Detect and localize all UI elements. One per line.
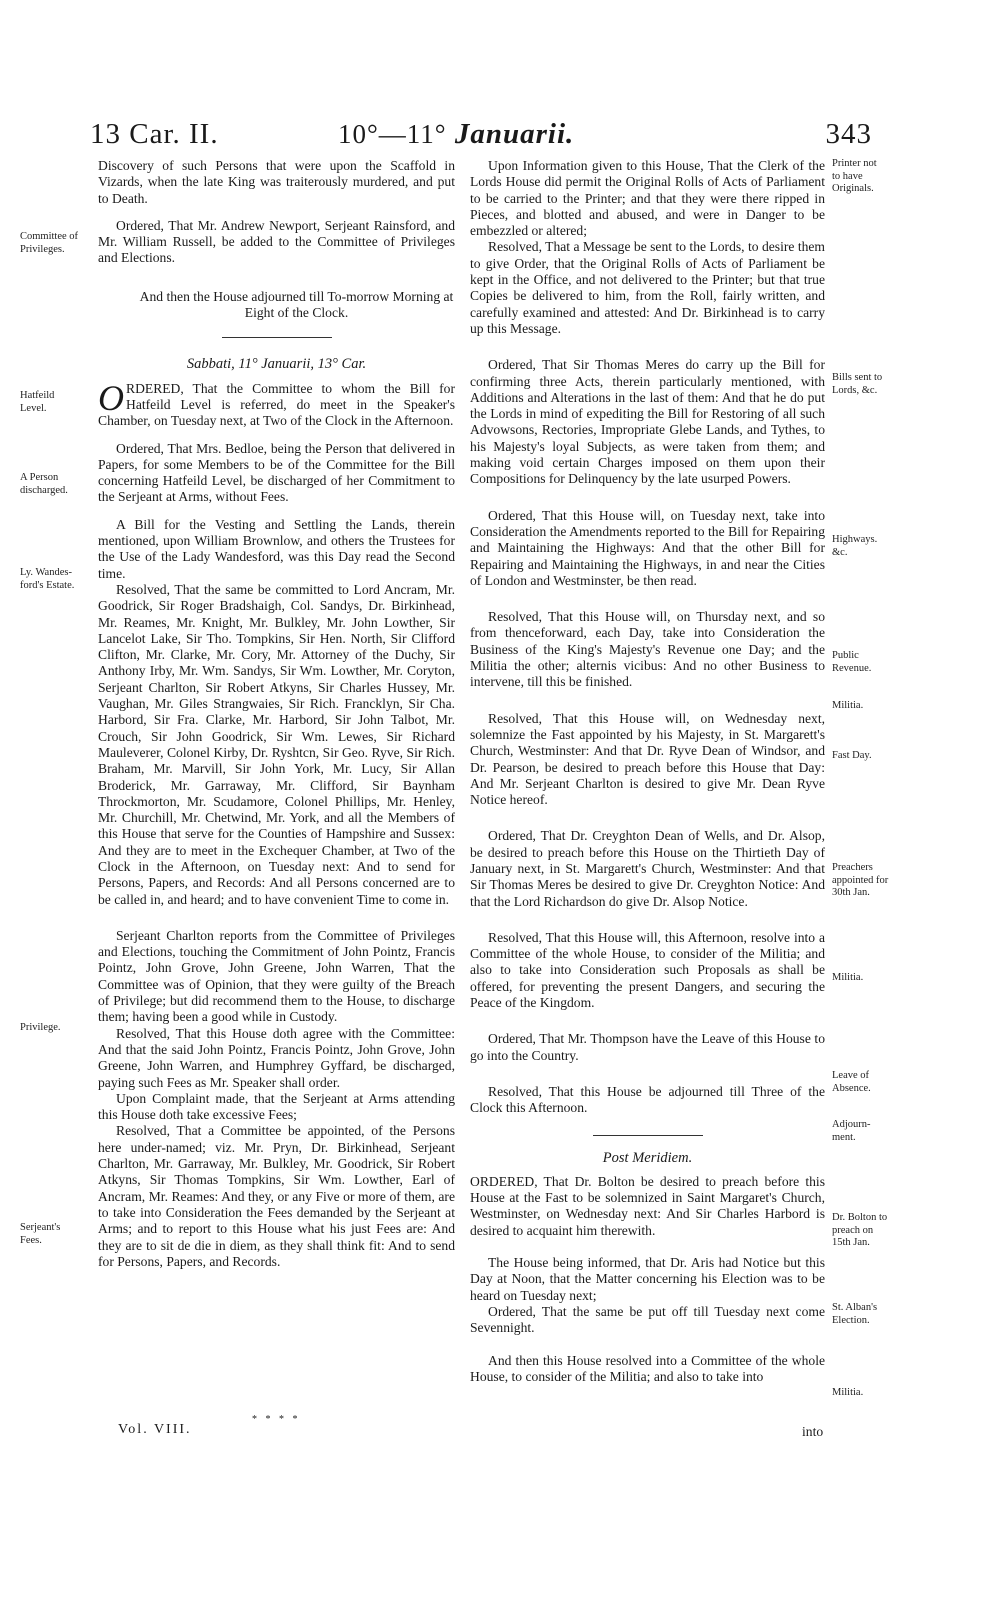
margin-note: Highways. &c. — [832, 534, 878, 558]
header-regnal-year: 13 Car. II. — [90, 118, 219, 150]
catchword: into — [802, 1424, 824, 1439]
section-rule — [593, 1135, 703, 1136]
paragraph: Discovery of such Persons that were upon the Scaffold in Vizards, when the late King was traiterously murdered, and put to Death. — [98, 158, 455, 206]
left-column — [98, 158, 455, 1281]
margin-note: Militia. — [832, 1387, 864, 1398]
margin-note: St. Alban's Election. — [832, 1302, 878, 1326]
paragraph-dropcap — [98, 377, 455, 430]
section-rule — [222, 337, 332, 338]
margin-note: A Person discharged. — [20, 472, 68, 496]
margin-note: Serjeant's Fees. — [20, 1222, 61, 1246]
paragraph: Resolved, That this House doth agree with the Committee: And that the said John Pointz, Francis Pointz, John Grove, John Greene, John Warren, and Humphrey Gyffard, be discharged, paying such Fees as Mr. Speaker shall order. — [98, 1025, 455, 1090]
margin-note: Adjourn- ment. — [832, 1119, 871, 1143]
paragraph: And then this House resolved into a Committee of the whole House, to consider of the Militia; and also to take into — [470, 1352, 825, 1384]
section-heading: Sabbati, 11° Januarii, 13° Car. — [186, 356, 367, 373]
paragraph: The House being informed, that Dr. Aris had Notice but this Day at Noon, that the Matter concerning his Election was to be heard on Tuesday next; — [470, 1255, 825, 1303]
margin-note: Militia. — [832, 972, 864, 983]
header-date — [338, 118, 574, 151]
paragraph: Resolved, That a Committee be appointed, of the Persons here under-named; viz. Mr. Pryn, Dr. Birkinhead, Serjeant Charlton, Mr. Garraway, Mr. Bulkley, Mr. Goodrick, Sir Robert Atkyns, Sir Thomas Tompkins, Sir Wm. Lowther, Earl of Ancram, Mr. Reames: And they, or any Five or more of them, are to take into Consideration the Fees demanded by the Serjeant at Arms; and to report to this House what his just Fees are: And they are to sit de die in diem, as they shall think fit: And to send for Persons, Papers, and Records. — [98, 1123, 455, 1269]
paragraph: Ordered, That Mrs. Bedloe, being the Person that delivered in Papers, for some Members to be of the Committee for the Bill concerning Hatfeild Level, be discharged of her Commitment to the Serjeant at Arms, without Fees. — [98, 440, 455, 505]
signature-mark: * * * * — [252, 1414, 301, 1425]
page-header — [0, 118, 992, 162]
drop-cap: O — [98, 377, 124, 418]
margin-note: Privilege. — [20, 1022, 61, 1033]
margin-note: Committee of Privileges. — [20, 231, 79, 255]
volume-footer: Vol. VIII. — [118, 1422, 192, 1437]
paragraph-text: RDERED, That the Committee to whom the Bill for Hatfeild Level is referred, do meet in the Speaker's Chamber, on Tuesday next, at Two of the Clock in the Afternoon. — [98, 380, 455, 429]
margin-note: Dr. Bolton to preach on 15th Jan. — [832, 1212, 888, 1248]
paragraph: Resolved, That this House will, on Wednesday next, solemnize the Fast appointed by his Majesty, in St. Margarett's Church, Westminster: And that Dr. Ryve Dean of Windsor, and Dr. Pearson, be desired to preach before this House that Day: And Mr. Serjeant Charlton is desired to give Mr. Dean Ryve Notice hereof. — [470, 710, 825, 808]
paragraph: Resolved, That this House will, on Thursday next, and so from thenceforward, each Day, take into Consideration the Business of the King's Majesty's Revenue one Day; and the Militia the other; alternis vicibus: And no other Business to intervene, till this be finished. — [470, 609, 825, 690]
margin-note: Preachers appointed for 30th Jan. — [832, 862, 889, 898]
margin-note: Militia. — [832, 700, 864, 711]
paragraph: Upon Complaint made, that the Serjeant at Arms attending this House doth take excessive Fees; — [98, 1090, 455, 1123]
margin-note: Leave of Absence. — [832, 1070, 871, 1094]
section-heading: Post Meridiem. — [602, 1149, 693, 1166]
paragraph: Resolved, That this House be adjourned till Three of the Clock this Afternoon. — [470, 1083, 825, 1116]
right-column — [470, 158, 825, 1385]
paragraph: Ordered, That Sir Thomas Meres do carry up the Bill for confirming three Acts, therein particularly mentioned, with Additions and Alterations in the last of them: And that he do put the Lords in mind of expediting the Bill for Restoring of all such Advowsons, Rectories, Impropriate Glebe Lands, and Tythes, to his Majesty's loyal Subjects, as were taken from them; and making void certain Charges imposed on them upon their Compositions for Delinquency by the late usurped Powers. — [470, 357, 825, 487]
margin-note: Fast Day. — [832, 750, 872, 761]
margin-note: Bills sent to Lords, &c. — [832, 372, 883, 396]
paragraph: Ordered, That this House will, on Tuesday next, take into Consideration the Amendments reported to the Bill for Repairing and Maintaining the Highways: And that the other Bill for Repairing and Maintaining the Highways, in and near the Cities of London and Westminster, be then read. — [470, 507, 825, 588]
paragraph: Ordered, That Dr. Creyghton Dean of Wells, and Dr. Alsop, be desired to preach before this House on the Thirtieth Day of January next, in St. Margarett's Church, Westminster: And that Sir Thomas Meres be desired to give Dr. Creyghton Notice: And that the Lord Richardson do give Dr. Alsop Notice. — [470, 828, 825, 909]
adjournment-note: And then the House adjourned till To-morrow Morning at Eight of the Clock. — [139, 288, 454, 321]
paragraph: A Bill for the Vesting and Settling the Lands, therein mentioned, upon William Brownlow, and others the Trustees for the Use of the Lady Wandesford, was this Day read the Second time. — [98, 516, 455, 581]
paragraph: Resolved, That this House will, this Afternoon, resolve into a Committee of the whole House, to consider of the Militia; and also to take into Consideration such Proposals as shall be offered, for preventing the present Dangers, and securing the Peace of the Kingdom. — [470, 929, 825, 1011]
header-month: Januarii. — [454, 118, 575, 150]
paragraph: Resolved, That a Message be sent to the Lords, to desire them to give Order, that the Original Rolls of Acts of Parliament be kept in the Office, and not delivered to the Printer; but that true Copies be delivered to him, from the Roll, fairly written, and carefully examined and attested: And Dr. Birkinhead is to carry up this Message. — [470, 239, 825, 336]
paragraph: Ordered, That the same be put off till Tuesday next come Sevennight. — [470, 1303, 825, 1336]
paragraph: Upon Information given to this House, That the Clerk of the Lords House did permit the Original Rolls of Acts of Parliament to be carried to the Printer; and that they were there ripped in Pieces, and blotted and abused, and were in Danger to be embezzled or altered; — [470, 158, 825, 239]
page-number: 343 — [825, 118, 872, 150]
paragraph: Ordered, That Mr. Thompson have the Leave of this House to go into the Country. — [470, 1031, 825, 1063]
margin-note: Hatfeild Level. — [20, 390, 55, 414]
margin-note: Ly. Wandes- ford's Estate. — [20, 567, 75, 591]
paragraph: Resolved, That the same be committed to Lord Ancram, Mr. Goodrick, Sir Roger Bradshaigh, Col. Sandys, Dr. Birkinhead, Mr. Reames, Mr. Knight, Mr. Bulkley, Mr. John Lowther, Sir Lancelot Lake, Sir Tho. Tompkins, Sir Hen. North, Sir Clifford Clifton, Mr. Clarke, Mr. Cory, Mr. Attorney of the Duchy, Sir Anthony Irby, Mr. Wm. Sandys, Sir Wm. Lowther, Mr. Coryton, Serjeant Charlton, Sir Robert Atkyns, Sir Charles Hussey, Mr. Vaughan, Mr. Giles Strangwaies, Sir Rich. Francklyn, Sir Cha. Harbord, Sir Fra. Clarke, Mr. Harbord, Sir John Talbot, Mr. Crouch, Sir John Goodrick, Sir Wm. Lewes, Sir Richard Mauleverer, Colonel Kirby, Dr. Ryshtcn, Sir Geo. Ryve, Sir Rich. Braham, Mr. Marvill, Sir John York, Mr. Lucy, Sir Allan Broderick, Mr. Garraway, Mr. Clifford, Sir Baynham Throckmorton, Mr. Scudamore, Colonel Phillips, Mr. Henley, Mr. Churchill, Mr. Chetwind, Mr. York, and all the Members of this House that serve for the Counties of Hampshire and Sussex: And they are to meet in the Exchequer Chamber, at Two of the Clock in the Afternoon, on Tuesday next: And to send for Persons, Papers, and Records: And all Persons concerned are to be called in, and heard; and to have convenient Time to come in. — [98, 581, 455, 907]
header-days: 10°—11° — [338, 119, 447, 149]
margin-note: Public Revenue. — [832, 650, 872, 674]
paragraph: ORDERED, That Dr. Bolton be desired to preach before this House at the Fast to be solemnized in Saint Margaret's Church, Westminster, on Wednesday next: And Sir Charles Harbord is desired to acquaint him therewith. — [470, 1173, 825, 1238]
paragraph: Serjeant Charlton reports from the Committee of Privileges and Elections, touching the Commitment of John Pointz, Francis Pointz, John Grove, John Greene, John Warren, That the Committee was of Opinion, that they were guilty of the Breach of Privilege; but did recommend them to the House, to discharge them; having been a good while in Custody. — [98, 927, 455, 1025]
margin-note: Printer not to have Originals. — [832, 158, 877, 194]
paragraph: Ordered, That Mr. Andrew Newport, Serjeant Rainsford, and Mr. William Russell, be added to the Committee of Privileges and Elections. — [98, 217, 455, 266]
